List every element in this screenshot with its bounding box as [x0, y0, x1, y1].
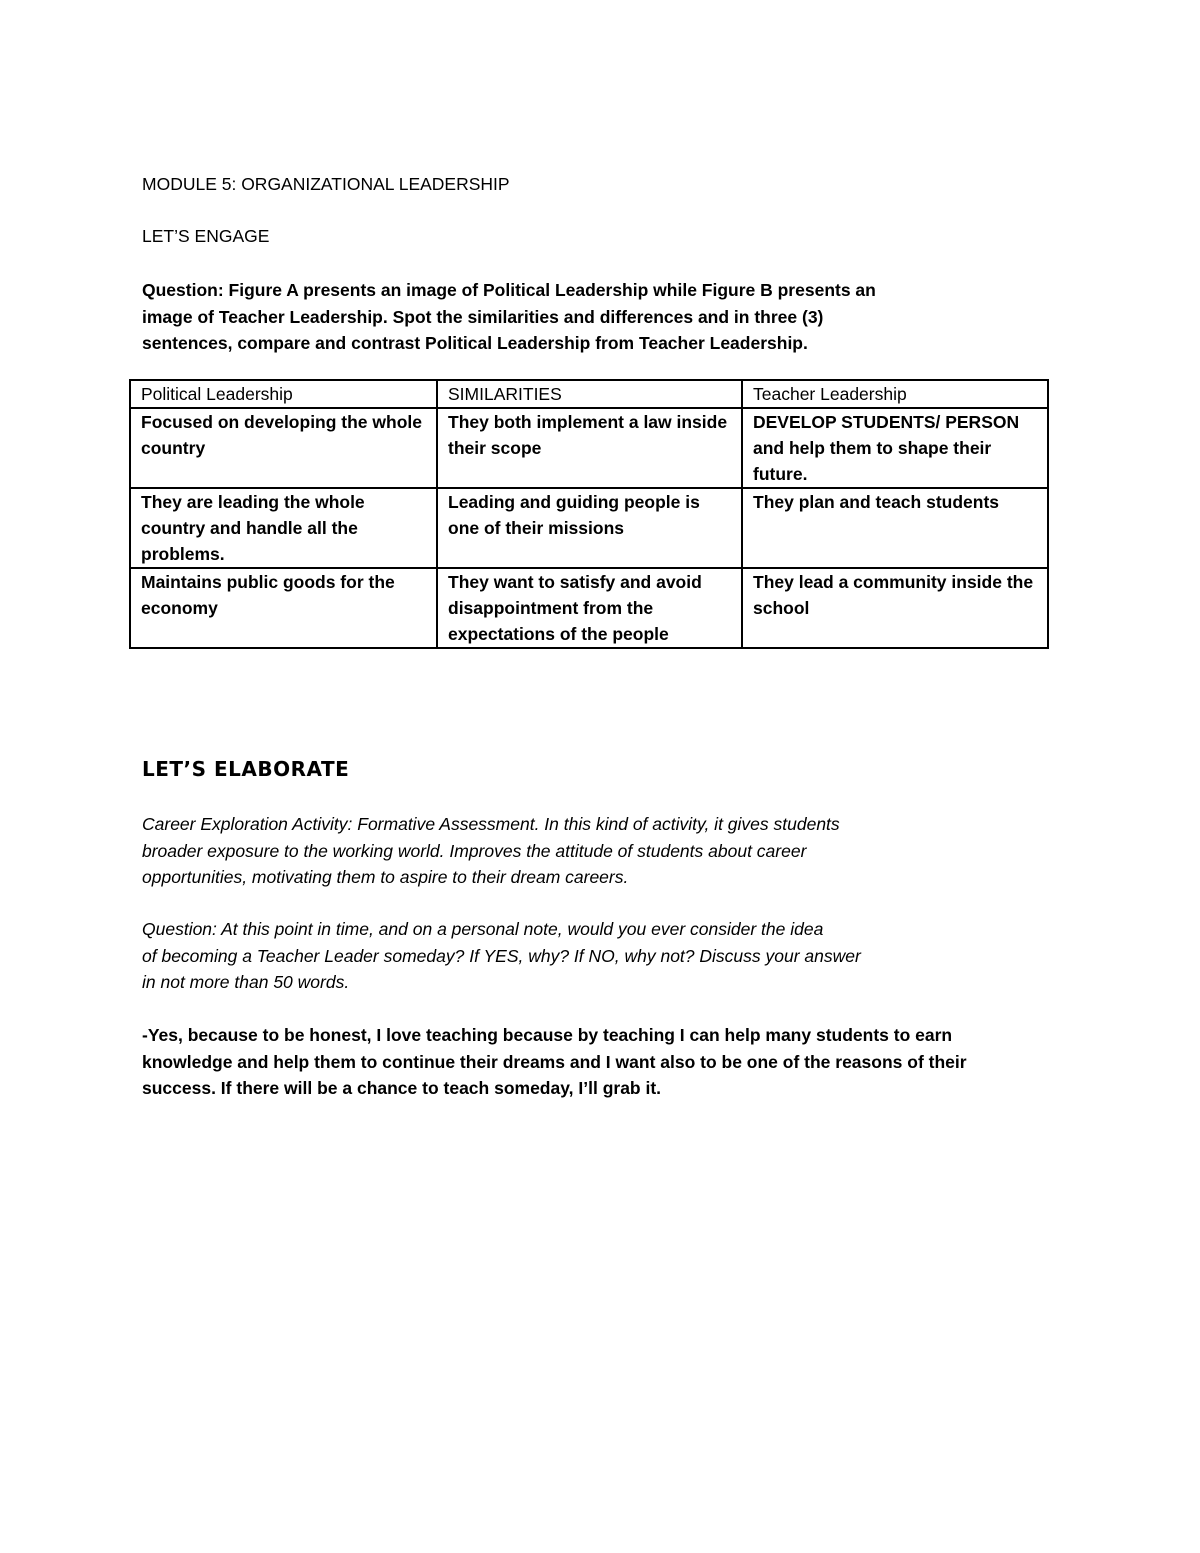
- answer-line: knowledge and help them to continue their dreams and I want also to be one of the reasons of their: [142, 1051, 967, 1072]
- engage-question-line: sentences, compare and contrast Political Leadership from Teacher Leadership.: [142, 333, 808, 353]
- elaborate-question-line: in not more than 50 words.: [142, 972, 350, 992]
- table-cell: They are leading the whole country and handle all the problems.: [130, 488, 437, 568]
- elaborate-question: [142, 916, 962, 996]
- career-activity-text: [142, 811, 962, 891]
- header-teacher-leadership: Teacher Leadership: [742, 380, 1048, 408]
- table-row: [130, 408, 1048, 488]
- module-title: MODULE 5: ORGANIZATIONAL LEADERSHIP: [142, 174, 510, 194]
- elaborate-question-line: of becoming a Teacher Leader someday? If YES, why? If NO, why not? Discuss your answer: [142, 945, 861, 966]
- table-cell: DEVELOP STUDENTS/ PERSON and help them to shape their future.: [742, 408, 1048, 488]
- engage-question: [142, 277, 942, 357]
- table-cell: Maintains public goods for the economy: [130, 568, 437, 648]
- engage-question-line: Question: Figure A presents an image of Political Leadership while Figure B presents an: [142, 280, 876, 300]
- table-row: [130, 568, 1048, 648]
- table-header-row: [130, 380, 1048, 408]
- engage-heading: LET’S ENGAGE: [142, 226, 270, 246]
- header-political-leadership: Political Leadership: [130, 380, 437, 408]
- comparison-table: [129, 379, 1049, 649]
- answer-text: [142, 1022, 1042, 1102]
- table-cell: They want to satisfy and avoid disappointment from the expectations of the people: [437, 568, 742, 648]
- table-cell: They plan and teach students: [742, 488, 1048, 568]
- elaborate-question-line: Question: At this point in time, and on a personal note, would you ever consider the idea: [142, 919, 824, 939]
- career-activity-line: opportunities, motivating them to aspire to their dream careers.: [142, 867, 629, 887]
- career-activity-line: broader exposure to the working world. Improves the attitude of students about career: [142, 840, 807, 861]
- career-activity-line: Career Exploration Activity: Formative Assessment. In this kind of activity, it gives students: [142, 814, 840, 834]
- engage-question-line: image of Teacher Leadership. Spot the similarities and differences and in three (3): [142, 306, 824, 327]
- table-row: [130, 488, 1048, 568]
- answer-line: -Yes, because to be honest, I love teaching because by teaching I can help many students to earn: [142, 1025, 953, 1045]
- table-cell: Focused on developing the whole country: [130, 408, 437, 488]
- table-cell: They both implement a law inside their scope: [437, 408, 742, 488]
- answer-line: success. If there will be a chance to teach someday, I’ll grab it.: [142, 1078, 662, 1098]
- table-cell: Leading and guiding people is one of their missions: [437, 488, 742, 568]
- table-cell: They lead a community inside the school: [742, 568, 1048, 648]
- elaborate-heading: LET’S ELABORATE: [142, 757, 350, 781]
- header-similarities: SIMILARITIES: [437, 380, 742, 408]
